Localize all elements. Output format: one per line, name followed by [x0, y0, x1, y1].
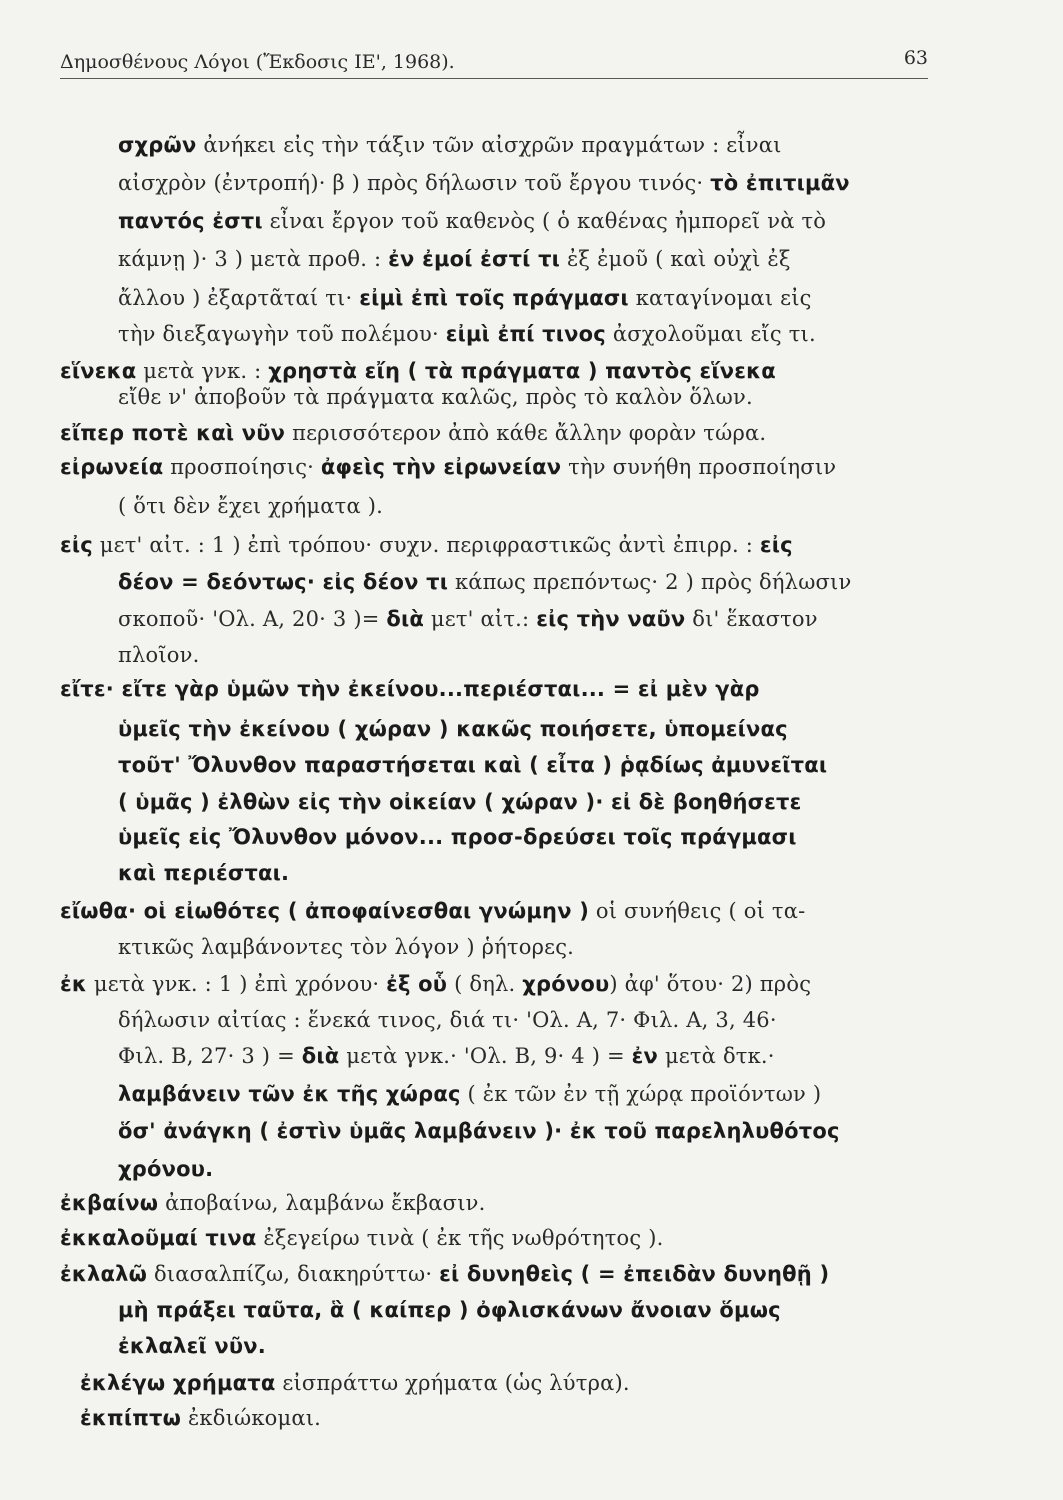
headword-bold: τὸ ἐπιτιμᾶν — [710, 171, 850, 195]
text-line — [80, 1368, 630, 1398]
headword-bold: ἐκκαλοῦμαί τινα — [60, 1226, 257, 1250]
text-line — [60, 1259, 829, 1289]
headword-bold: εἰμὶ ἐπὶ τοῖς πράγμασι — [359, 286, 629, 310]
text-line — [118, 283, 812, 313]
headword-bold: ὅσ' ἀνάγκη ( ἐστὶν ὑμᾶς λαμβάνειν )· ἐκ τοῦ παρεληλυθότος — [118, 1119, 840, 1143]
headword-bold: ( ὑμᾶς ) ἐλθὼν εἰς τὴν οἰκείαν ( χώραν )· εἰ δὲ βοηθήσετε — [118, 790, 802, 814]
definition-text: κάπως πρεπόντως· 2 ) πρὸς δήλωσιν — [448, 570, 852, 594]
text-line — [80, 1403, 321, 1433]
text-line — [118, 858, 289, 888]
definition-text: εἰσπράττω χρήματα (ὡς λύτρα). — [275, 1371, 630, 1395]
headword-bold: εἰς — [60, 533, 93, 557]
text-line — [118, 604, 818, 634]
headword-bold: ἐκλέγω χρήματα — [80, 1371, 276, 1395]
headword-bold: εἴτε· εἴτε γὰρ ὑμῶν τὴν ἐκείνου...περιέσται... = εἰ μὲν γὰρ — [60, 677, 760, 701]
definition-text: μετὰ γνκ.· 'Ολ. Β, 9· 4 ) = — [339, 1044, 632, 1068]
definition-text: ἐξεγείρω τινὰ ( ἐκ τῆς νωθρότητος ). — [256, 1226, 664, 1250]
definition-text: προσποίησις· — [163, 455, 321, 479]
definition-text: πλοῖον. — [118, 643, 200, 667]
headword-bold: ἐν ἐμοί ἐστί τι — [388, 247, 561, 271]
definition-text: ἀποβαίνω, λαμβάνω ἔκβασιν. — [158, 1191, 486, 1215]
headword-bold: ὑμεῖς τὴν ἐκείνου ( χώραν ) κακῶς ποιήσετε, ὑπομείνας — [118, 717, 788, 741]
definition-text: καταγίνομαι εἰς — [628, 286, 812, 310]
definition-text: εἴθε ν' ἀποβοῦν τὰ πράγματα καλῶς, πρὸς τὸ καλὸν ὅλων. — [118, 385, 753, 409]
definition-text: ἄλλου ) ἐξαρτᾶταί τι· — [118, 286, 360, 310]
headword-bold: ὑμεῖς εἰς Ὄλυνθον μόνον... προσ-δρεύσει τοῖς πράγμασι — [118, 825, 797, 849]
headword-bold: λαμβάνειν τῶν ἐκ τῆς χώρας — [118, 1082, 461, 1106]
headword-bold: εἴωθα· οἱ εἰωθότες ( ἀποφαίνεσθαι γνώμην ) — [60, 899, 590, 923]
headword-bold: ἐκ — [60, 972, 88, 996]
text-line — [60, 1223, 663, 1253]
text-line — [118, 750, 827, 780]
definition-text: αἰσχρὸν (ἐντροπή)· β ) πρὸς δήλωσιν τοῦ ἔργου τινός· — [118, 171, 711, 195]
text-line — [118, 567, 851, 597]
text-line — [60, 969, 811, 999]
definition-text: Φιλ. Β, 27· 3 ) = — [118, 1044, 302, 1068]
headword-bold: δέον = δεόντως· εἰς δέον τι — [118, 570, 449, 594]
text-line — [60, 452, 836, 482]
headword-bold: ἐξ οὗ — [386, 972, 448, 996]
definition-text: κτικῶς λαμβάνοντες τὸν λόγον ) ῥήτορες. — [118, 935, 575, 959]
definition-text: εἶναι ἔργον τοῦ καθενὸς ( ὁ καθένας ἠμπορεῖ νὰ τὸ — [262, 209, 827, 233]
headword-bold: εἰμὶ ἐπί τινος — [445, 322, 606, 346]
text-line — [118, 319, 816, 349]
definition-text: ( ὅτι δὲν ἔχει χρήματα ). — [118, 494, 383, 518]
definition-text: δήλωσιν αἰτίας : ἕνεκά τινος, διά τι· 'Ολ. Α, 7· Φιλ. Α, 3, 46· — [118, 1008, 777, 1032]
text-line — [60, 418, 766, 448]
definition-text: οἱ συνήθεις ( οἱ τα- — [589, 899, 806, 923]
definition-text: ) ἀφ' ὅτου· 2) πρὸς — [609, 972, 812, 996]
text-line — [118, 206, 826, 236]
text-line — [118, 491, 383, 521]
headword-bold: χρηστὰ εἴη ( τὰ πράγματα ) παντὸς εἵνεκα — [268, 359, 776, 383]
text-line — [118, 382, 753, 412]
text-line — [118, 1041, 775, 1071]
headword-bold: παντός ἐστι — [118, 209, 263, 233]
page-number: 63 — [903, 47, 928, 69]
definition-text: ἀσχολοῦμαι εἴς τι. — [605, 322, 816, 346]
headword-bold: εἰ δυνηθεὶς ( = ἐπειδὰν δυνηθῇ ) — [439, 1262, 830, 1286]
definition-text: μετὰ δτκ.· — [658, 1044, 775, 1068]
headword-bold: εἰς τὴν ναῦν — [536, 607, 686, 631]
headword-bold: εἰρωνεία — [60, 455, 164, 479]
definition-text: μετὰ γνκ. : 1 ) ἐπὶ χρόνου· — [87, 972, 387, 996]
text-line — [118, 244, 791, 274]
definition-text: τὴν συνήθη προσποίησιν — [561, 455, 837, 479]
definition-text: περισσότερον ἀπὸ κάθε ἄλλην φορὰν τώρα. — [285, 421, 767, 445]
definition-text: ἐξ ἐμοῦ ( καὶ οὐχὶ ἐξ — [560, 247, 791, 271]
text-line — [118, 787, 802, 817]
text-line — [118, 932, 574, 962]
headword-bold: ἐκπίπτω — [80, 1406, 182, 1430]
text-line — [118, 1079, 821, 1109]
text-line — [118, 130, 782, 160]
headword-bold: διὰ — [386, 607, 425, 631]
definition-text: μετ' αἰτ.: — [424, 607, 537, 631]
headword-bold: ἐκβαίνω — [60, 1191, 159, 1215]
text-line — [60, 1188, 485, 1218]
definition-text: ( δηλ. — [447, 972, 523, 996]
headword-bold: ἀφεὶς τὴν εἰρωνείαν — [320, 455, 562, 479]
headword-bold: ἐκλαλῶ — [60, 1262, 148, 1286]
definition-text: τὴν διεξαγωγὴν τοῦ πολέμου· — [118, 322, 446, 346]
definition-text: κάμνῃ )· 3 ) μετὰ προθ. : — [118, 247, 389, 271]
headword-bold: διὰ — [301, 1044, 340, 1068]
text-line — [118, 1331, 266, 1361]
definition-text: ( ἐκ τῶν ἐν τῇ χώρᾳ προϊόντων ) — [460, 1082, 822, 1106]
definition-text: μετ' αἰτ. : 1 ) ἐπὶ τρόπου· συχν. περιφραστικῶς ἀντὶ ἐπιρρ. : — [92, 533, 760, 557]
running-title: Δημοσθένους Λόγοι (Ἔκδοσις ΙΕ', 1968). — [60, 51, 455, 73]
headword-bold: ἐκλαλεῖ νῦν. — [118, 1334, 266, 1358]
headword-bold: εἰς — [759, 533, 793, 557]
headword-bold: ἐν — [631, 1044, 659, 1068]
definition-text: ἀνήκει εἰς τὴν τάξιν τῶν αἰσχρῶν πραγμάτων : εἶναι — [196, 133, 782, 157]
text-line — [118, 822, 797, 852]
text-line — [60, 674, 760, 704]
page-header — [60, 48, 928, 79]
headword-bold: χρόνου — [522, 972, 610, 996]
text-line — [118, 1295, 781, 1325]
text-line — [60, 896, 805, 926]
headword-bold: εἵνεκα — [60, 359, 137, 383]
headword-bold: σχρῶν — [118, 133, 197, 157]
definition-text: ἐκδιώκομαι. — [181, 1406, 322, 1430]
headword-bold: τοῦτ' Ὄλυνθον παραστήσεται καὶ ( εἶτα ) ῥᾳδίως ἀμυνεῖται — [118, 753, 828, 777]
headword-bold: καὶ περιέσται. — [118, 861, 290, 885]
definition-text: μετὰ γνκ. : — [136, 359, 269, 383]
headword-bold: εἴπερ ποτὲ καὶ νῦν — [60, 421, 286, 445]
definition-text: δι' ἕκαστον — [685, 607, 818, 631]
definition-text: σκοποῦ· 'Ολ. Α, 20· 3 )= — [118, 607, 387, 631]
text-line — [118, 714, 788, 744]
text-line — [118, 1154, 213, 1184]
text-line — [118, 1116, 840, 1146]
text-line — [118, 640, 199, 670]
text-line — [60, 530, 793, 560]
headword-bold: χρόνου. — [118, 1157, 214, 1181]
text-line — [118, 1005, 777, 1035]
headword-bold: μὴ πράξει ταῦτα, ἃ ( καίπερ ) ὀφλισκάνων ἄνοιαν ὅμως — [118, 1298, 781, 1322]
definition-text: διασαλπίζω, διακηρύττω· — [147, 1262, 440, 1286]
text-line — [118, 168, 850, 198]
